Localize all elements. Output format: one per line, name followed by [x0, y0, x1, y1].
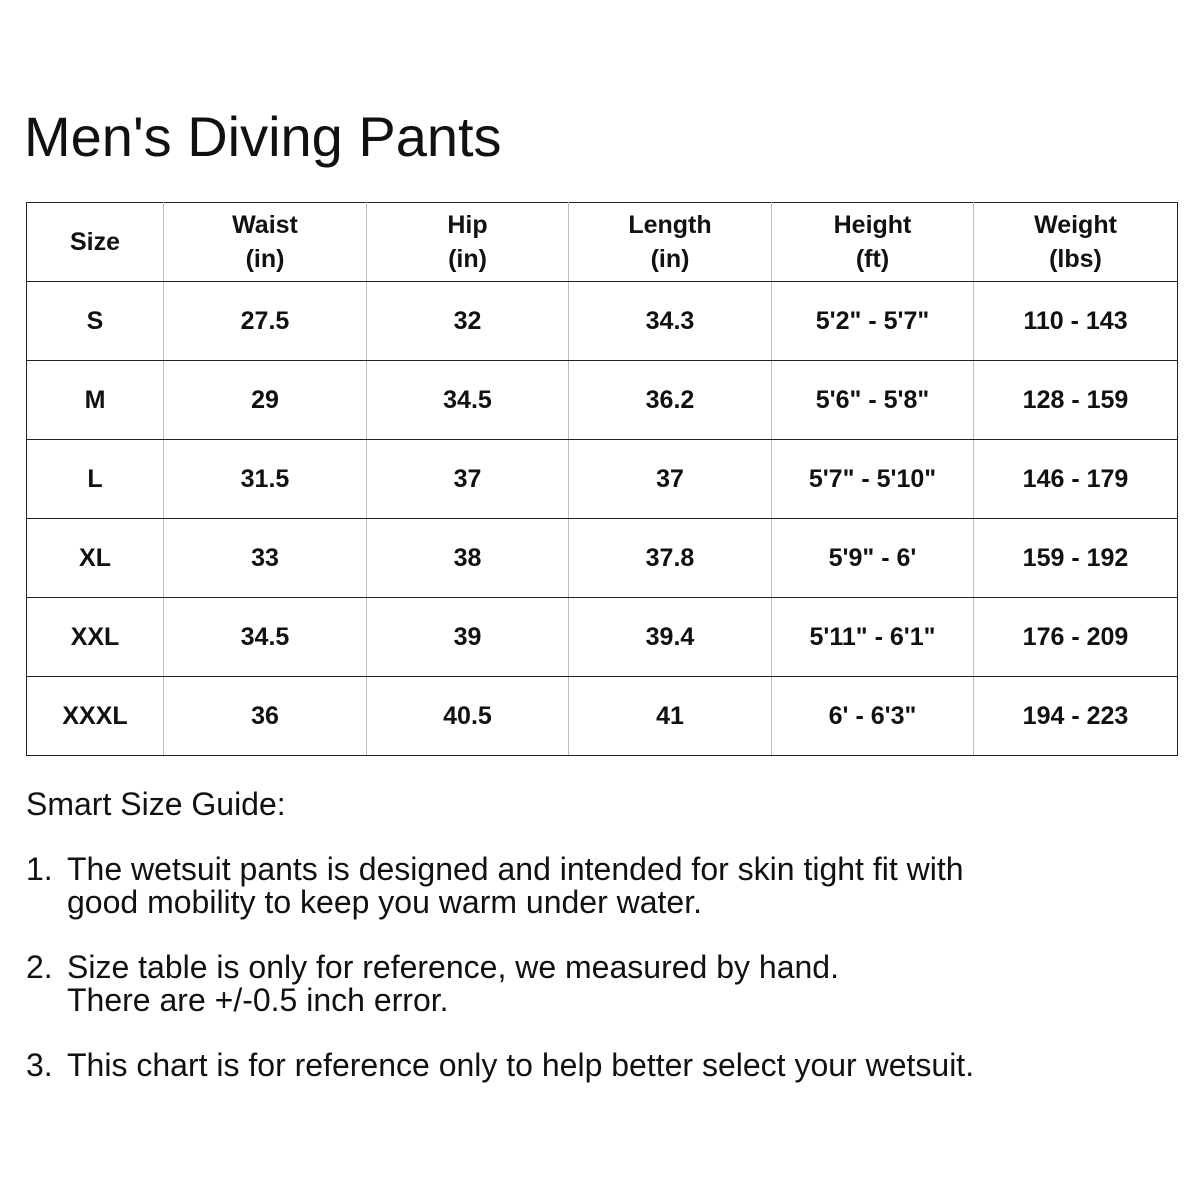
table-row	[27, 440, 1178, 519]
guide-heading: Smart Size Guide:	[26, 786, 286, 822]
guide-item-line: Size table is only for reference, we measured by hand.	[67, 949, 839, 985]
column-header-unit: (lbs)	[1049, 245, 1102, 273]
column-header-unit: (ft)	[855, 245, 890, 273]
table-cell: 32	[367, 282, 569, 361]
column-header	[367, 203, 569, 282]
table-cell: 27.5	[164, 282, 367, 361]
table-cell: 5'2" - 5'7"	[772, 282, 974, 361]
table-cell: 31.5	[164, 440, 367, 519]
table-cell: 159 - 192	[974, 519, 1178, 598]
table-cell: 37	[367, 440, 569, 519]
guide-item-number: 1.	[26, 851, 53, 887]
table-cell: 146 - 179	[974, 440, 1178, 519]
guide-item-line: good mobility to keep you warm under water.	[67, 884, 702, 920]
table-cell: 34.5	[367, 361, 569, 440]
table-cell: 5'11" - 6'1"	[772, 598, 974, 677]
table-row	[27, 677, 1178, 756]
guide-item-text	[67, 951, 839, 1017]
column-header	[974, 203, 1178, 282]
table-cell: XL	[27, 519, 164, 598]
table-cell: 41	[569, 677, 772, 756]
table-cell: M	[27, 361, 164, 440]
table-cell: L	[27, 440, 164, 519]
column-header	[164, 203, 367, 282]
table-cell: S	[27, 282, 164, 361]
table-cell: 37.8	[569, 519, 772, 598]
column-header-unit: (in)	[448, 245, 487, 273]
table-cell: 128 - 159	[974, 361, 1178, 440]
table-cell: 194 - 223	[974, 677, 1178, 756]
table-cell: 33	[164, 519, 367, 598]
table-header-row	[27, 203, 1178, 282]
column-header-label: Height	[833, 211, 912, 239]
guide-item-line: This chart is for reference only to help better select your wetsuit.	[67, 1047, 975, 1083]
table-row	[27, 361, 1178, 440]
column-header	[569, 203, 772, 282]
table-cell: 5'9" - 6'	[772, 519, 974, 598]
table-cell: 37	[569, 440, 772, 519]
table-cell: 29	[164, 361, 367, 440]
table-cell: 40.5	[367, 677, 569, 756]
table-cell: 6' - 6'3"	[772, 677, 974, 756]
guide-item-text	[67, 853, 964, 919]
column-header-label: Hip	[447, 211, 488, 239]
table-cell: 5'7" - 5'10"	[772, 440, 974, 519]
column-header-unit: (in)	[245, 245, 285, 273]
table-cell: XXXL	[27, 677, 164, 756]
table-cell: 5'6" - 5'8"	[772, 361, 974, 440]
table-cell: 34.5	[164, 598, 367, 677]
guide-item-line: There are +/-0.5 inch error.	[67, 982, 449, 1018]
table-cell: 39.4	[569, 598, 772, 677]
guide-item	[26, 1049, 974, 1082]
guide-item-text	[67, 1049, 974, 1082]
column-header-unit: (in)	[650, 245, 690, 273]
column-header	[772, 203, 974, 282]
column-header	[27, 203, 164, 282]
table-cell: 110 - 143	[974, 282, 1178, 361]
table-cell: 36	[164, 677, 367, 756]
table-row	[27, 598, 1178, 677]
column-header-label: Length	[628, 211, 712, 239]
guide-item-number: 3.	[26, 1047, 53, 1083]
size-guide	[26, 788, 974, 1114]
guide-item	[26, 951, 974, 1017]
table-row	[27, 519, 1178, 598]
guide-item	[26, 853, 974, 919]
table-cell: 38	[367, 519, 569, 598]
guide-item-number: 2.	[26, 949, 53, 985]
column-header-label: Size	[69, 228, 121, 256]
column-header-label: Waist	[232, 211, 298, 239]
table-cell: 36.2	[569, 361, 772, 440]
table-cell: XXL	[27, 598, 164, 677]
column-header-label: Weight	[1034, 211, 1117, 239]
guide-item-line: The wetsuit pants is designed and intended for skin tight fit with	[67, 851, 964, 887]
page-title: Men's Diving Pants	[24, 105, 502, 168]
table-cell: 39	[367, 598, 569, 677]
table-cell: 176 - 209	[974, 598, 1178, 677]
table-row	[27, 282, 1178, 361]
size-table	[26, 202, 1178, 756]
table-cell: 34.3	[569, 282, 772, 361]
